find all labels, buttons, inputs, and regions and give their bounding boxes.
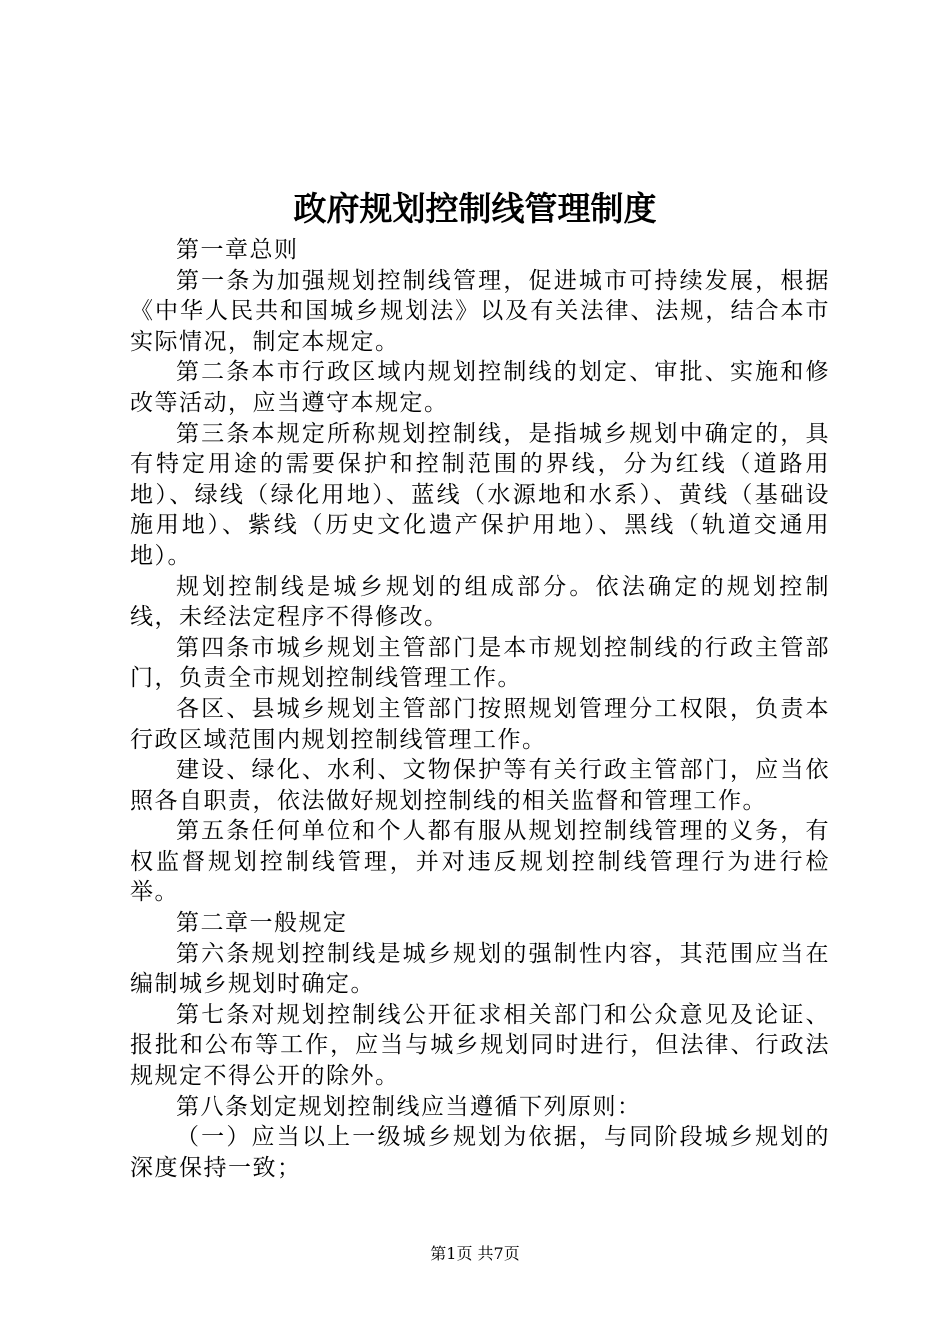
paragraph: （一）应当以上一级城乡规划为依据，与同阶段城乡规划的深度保持一致； bbox=[130, 1124, 830, 1181]
document-body bbox=[130, 235, 830, 1183]
chapter-heading: 第二章一般规定 bbox=[176, 910, 348, 937]
paragraph: 第一条为加强规划控制线管理，促进城市可持续发展，根据《中华人民共和国城乡规划法》以及有关法律、法规，结合本市实际情况，制定本规定。 bbox=[130, 267, 830, 355]
paragraph: 第二条本市行政区域内规划控制线的划定、审批、实施和修改等活动，应当遵守本规定。 bbox=[130, 359, 830, 416]
chapter-heading: 第一章总则 bbox=[176, 237, 299, 263]
paragraph: 建设、绿化、水利、文物保护等有关行政主管部门，应当依照各自职责，依法做好规划控制线的相关监督和管理工作。 bbox=[130, 757, 830, 814]
paragraph: 第七条对规划控制线公开征求相关部门和公众意见及论证、报批和公布等工作，应当与城乡规划同时进行，但法律、行政法规规定不得公开的除外。 bbox=[130, 1001, 830, 1090]
paragraph: 各区、县城乡规划主管部门按照规划管理分工权限，负责本行政区域范围内规划控制线管理工作。 bbox=[130, 695, 830, 753]
paragraph: 第八条划定规划控制线应当遵循下列原则： bbox=[176, 1093, 642, 1120]
paragraph: 第六条规划控制线是城乡规划的强制性内容，其范围应当在编制城乡规划时确定。 bbox=[130, 940, 830, 998]
paragraph: 第四条市城乡规划主管部门是本市规划控制线的行政主管部门，负责全市规划控制线管理工作。 bbox=[130, 634, 830, 692]
page-footer: 第1页 共7页 bbox=[430, 1244, 520, 1263]
paragraph: 规划控制线是城乡规划的组成部分。依法确定的规划控制线，未经法定程序不得修改。 bbox=[130, 573, 830, 631]
paragraph: 第五条任何单位和个人都有服从规划控制线管理的义务，有权监督规划控制线管理，并对违反规划控制线管理行为进行检举。 bbox=[130, 818, 830, 906]
document-title: 政府规划控制线管理制度 bbox=[293, 189, 657, 228]
paragraph: 第三条本规定所称规划控制线，是指城乡规划中确定的，具有特定用途的需要保护和控制范围的界线，分为红线（道路用地）、绿线（绿化用地）、蓝线（水源地和水系）、黄线（基础设施用地）、紫线（历史文化遗产保护用地）、黑线（轨道交通用地）。 bbox=[130, 420, 830, 569]
